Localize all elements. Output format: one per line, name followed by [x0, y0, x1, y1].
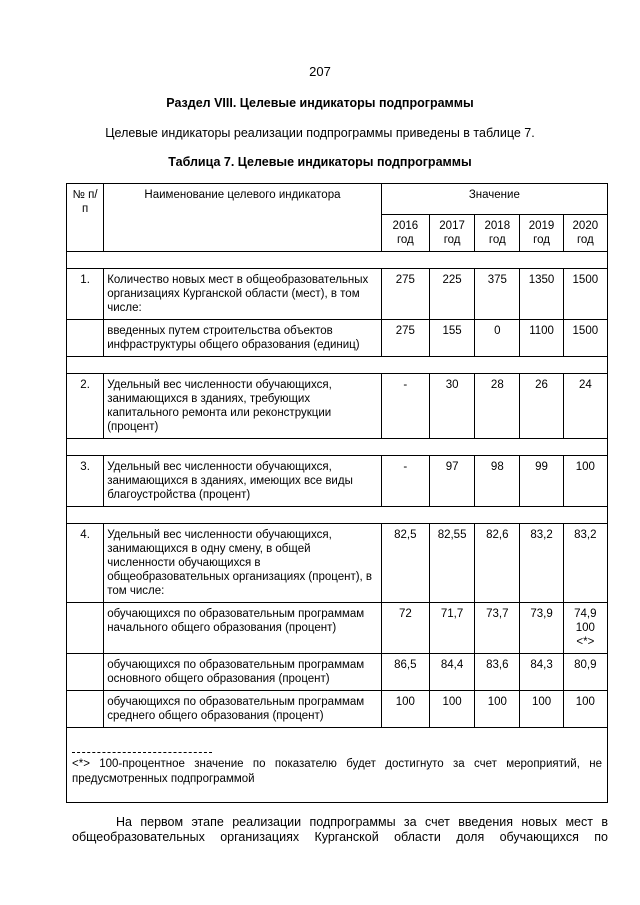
paragraph-line: общеобразовательных организациях Курганской области доля обучающихся по — [72, 830, 608, 844]
table-row — [67, 320, 608, 357]
paragraph-line: На первом этапе реализации подпрограммы за счет введения новых мест в — [116, 815, 608, 829]
value-cell: 30 — [429, 374, 474, 439]
indicator-name: обучающихся по образовательным программам среднего общего образования (процент) — [104, 691, 382, 728]
value-cell: 100 — [381, 691, 429, 728]
indicator-name: Удельный вес численности обучающихся, занимающихся в одну смену, в общей численности обучающихся в общеобразовательных организациях (процент), в том числе: — [104, 524, 382, 603]
value-cell: 98 — [475, 456, 520, 507]
value-cell: 100 — [563, 456, 607, 507]
value-cell: 72 — [381, 603, 429, 654]
value-cell: 1350 — [520, 269, 563, 320]
indicators-table — [66, 183, 608, 728]
table-row — [67, 269, 608, 320]
value-cell: 84,4 — [429, 654, 474, 691]
row-number — [67, 603, 104, 654]
value-cell: 71,7 — [429, 603, 474, 654]
value-cell: 83,6 — [475, 654, 520, 691]
year-2020: 2020 год — [563, 215, 607, 252]
value-cell: 99 — [520, 456, 563, 507]
year-2019: 2019 год — [520, 215, 563, 252]
value-cell: 84,3 — [520, 654, 563, 691]
value-cell: 100 — [429, 691, 474, 728]
value-cell: 28 — [475, 374, 520, 439]
value-cell: 275 — [381, 320, 429, 357]
indicator-name: обучающихся по образовательным программам основного общего образования (процент) — [104, 654, 382, 691]
value-cell: 1500 — [563, 269, 607, 320]
indicator-name: Количество новых мест в общеобразовательных организациях Курганской области (мест), в том числе: — [104, 269, 382, 320]
value-cell: - — [381, 456, 429, 507]
value-cell: 83,2 — [520, 524, 563, 603]
row-number: 1. — [67, 269, 104, 320]
year-2018: 2018 год — [475, 215, 520, 252]
body-paragraph — [72, 815, 608, 845]
footnote-divider — [72, 752, 212, 753]
row-number — [67, 654, 104, 691]
year-2017: 2017 год — [429, 215, 474, 252]
value-cell: 24 — [563, 374, 607, 439]
intro-text: Целевые индикаторы реализации подпрограммы приведены в таблице 7. — [105, 126, 535, 140]
header-num: № п/п — [67, 184, 104, 252]
indicator-name: Удельный вес численности обучающихся, занимающихся в зданиях, имеющих все виды благоустройства (процент) — [104, 456, 382, 507]
row-number: 4. — [67, 524, 104, 603]
header-row — [67, 184, 608, 215]
row-number — [67, 320, 104, 357]
table-row — [67, 374, 608, 439]
value-cell: 100 — [563, 691, 607, 728]
value-cell: 73,7 — [475, 603, 520, 654]
table-row — [67, 691, 608, 728]
indicator-name: обучающихся по образовательным программам начального общего образования (процент) — [104, 603, 382, 654]
value-cell: 1500 — [563, 320, 607, 357]
value-cell: 82,5 — [381, 524, 429, 603]
footnote-text: <*> 100-процентное значение по показателю будет достигнуто за счет мероприятий, не предусмотренных подпрограммой — [72, 758, 602, 785]
value-cell: 80,9 — [563, 654, 607, 691]
table-title: Таблица 7. Целевые индикаторы подпрограммы — [168, 155, 472, 169]
year-2016: 2016 год — [381, 215, 429, 252]
table-row — [67, 456, 608, 507]
value-cell: 1100 — [520, 320, 563, 357]
footnote — [72, 752, 602, 787]
value-cell: 83,2 — [563, 524, 607, 603]
page-number: 207 — [309, 64, 331, 79]
value-cell: 82,6 — [475, 524, 520, 603]
value-cell: 73,9 — [520, 603, 563, 654]
value-cell: 100 — [520, 691, 563, 728]
header-name: Наименование целевого индикатора — [104, 184, 382, 252]
indicator-name: Удельный вес численности обучающихся, занимающихся в зданиях, требующих капитального ремонта или реконструкции (процент) — [104, 374, 382, 439]
value-cell: 275 — [381, 269, 429, 320]
row-number: 3. — [67, 456, 104, 507]
value-cell: 155 — [429, 320, 474, 357]
section-title: Раздел VIII. Целевые индикаторы подпрограммы — [166, 96, 474, 110]
header-value: Значение — [381, 184, 607, 215]
value-cell: 225 — [429, 269, 474, 320]
value-cell: 86,5 — [381, 654, 429, 691]
value-cell: 26 — [520, 374, 563, 439]
value-cell: 0 — [475, 320, 520, 357]
table-row — [67, 524, 608, 603]
value-cell: 100 — [475, 691, 520, 728]
value-cell: 375 — [475, 269, 520, 320]
table-row — [67, 654, 608, 691]
value-cell: 82,55 — [429, 524, 474, 603]
row-number: 2. — [67, 374, 104, 439]
value-cell: 74,9 100 <*> — [563, 603, 607, 654]
indicator-name: введенных путем строительства объектов инфраструктуры общего образования (единиц) — [104, 320, 382, 357]
value-cell: - — [381, 374, 429, 439]
row-number — [67, 691, 104, 728]
table-row — [67, 603, 608, 654]
value-cell: 97 — [429, 456, 474, 507]
